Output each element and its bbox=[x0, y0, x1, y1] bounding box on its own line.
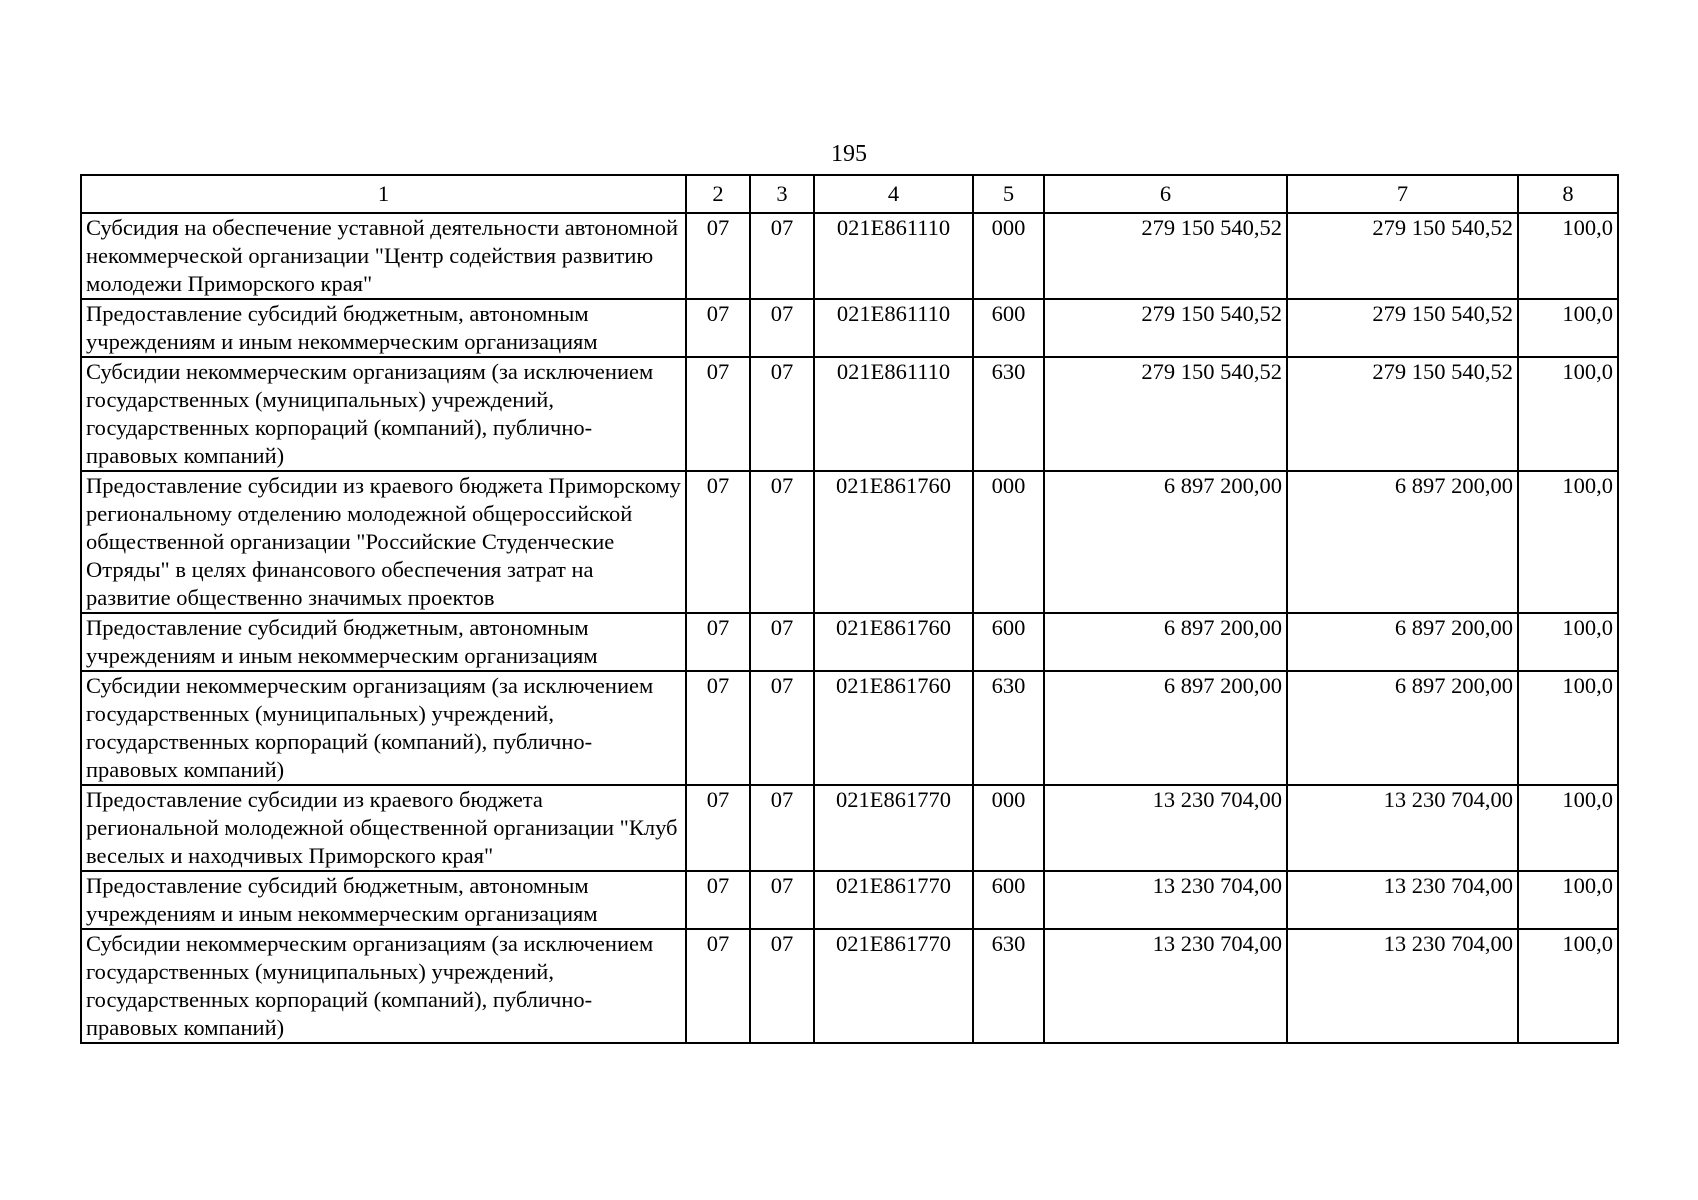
target-article-code: 021E861760 bbox=[814, 471, 973, 613]
target-article-code: 021E861760 bbox=[814, 613, 973, 671]
amount-executed: 6 897 200,00 bbox=[1287, 671, 1518, 785]
column-header: 7 bbox=[1287, 175, 1518, 213]
table-row bbox=[81, 471, 1618, 613]
subsection-code: 07 bbox=[750, 613, 814, 671]
section-code: 07 bbox=[686, 299, 750, 357]
row-name: Предоставление субсидий бюджетным, автономным учреждениям и иным некоммерческим организациям bbox=[81, 613, 686, 671]
amount-executed: 13 230 704,00 bbox=[1287, 785, 1518, 871]
amount-executed: 6 897 200,00 bbox=[1287, 471, 1518, 613]
column-header: 2 bbox=[686, 175, 750, 213]
amount-planned: 6 897 200,00 bbox=[1044, 671, 1287, 785]
column-header: 8 bbox=[1518, 175, 1618, 213]
amount-planned: 13 230 704,00 bbox=[1044, 871, 1287, 929]
target-article-code: 021E861770 bbox=[814, 929, 973, 1043]
expense-type-code: 000 bbox=[973, 471, 1044, 613]
execution-percent: 100,0 bbox=[1518, 785, 1618, 871]
subsection-code: 07 bbox=[750, 785, 814, 871]
column-header: 4 bbox=[814, 175, 973, 213]
amount-executed: 6 897 200,00 bbox=[1287, 613, 1518, 671]
execution-percent: 100,0 bbox=[1518, 357, 1618, 471]
target-article-code: 021E861110 bbox=[814, 299, 973, 357]
target-article-code: 021E861770 bbox=[814, 871, 973, 929]
table-row bbox=[81, 871, 1618, 929]
section-code: 07 bbox=[686, 613, 750, 671]
table-row bbox=[81, 785, 1618, 871]
expense-type-code: 000 bbox=[973, 213, 1044, 299]
table-row bbox=[81, 613, 1618, 671]
execution-percent: 100,0 bbox=[1518, 613, 1618, 671]
amount-planned: 13 230 704,00 bbox=[1044, 929, 1287, 1043]
section-code: 07 bbox=[686, 213, 750, 299]
amount-executed: 279 150 540,52 bbox=[1287, 357, 1518, 471]
execution-percent: 100,0 bbox=[1518, 871, 1618, 929]
amount-planned: 279 150 540,52 bbox=[1044, 213, 1287, 299]
execution-percent: 100,0 bbox=[1518, 671, 1618, 785]
amount-executed: 279 150 540,52 bbox=[1287, 299, 1518, 357]
amount-planned: 279 150 540,52 bbox=[1044, 299, 1287, 357]
table-row bbox=[81, 357, 1618, 471]
target-article-code: 021E861110 bbox=[814, 357, 973, 471]
amount-planned: 6 897 200,00 bbox=[1044, 613, 1287, 671]
row-name: Предоставление субсидии из краевого бюджета Приморскому региональному отделению молодежной общероссийской общественной организации "Российские Студенческие Отряды" в целях финансового обеспечения затрат на развитие общественно значимых проектов bbox=[81, 471, 686, 613]
execution-percent: 100,0 bbox=[1518, 929, 1618, 1043]
column-header: 5 bbox=[973, 175, 1044, 213]
section-code: 07 bbox=[686, 785, 750, 871]
amount-executed: 279 150 540,52 bbox=[1287, 213, 1518, 299]
subsection-code: 07 bbox=[750, 471, 814, 613]
subsection-code: 07 bbox=[750, 357, 814, 471]
subsection-code: 07 bbox=[750, 929, 814, 1043]
column-header: 3 bbox=[750, 175, 814, 213]
header-row bbox=[81, 175, 1618, 213]
section-code: 07 bbox=[686, 671, 750, 785]
column-header: 1 bbox=[81, 175, 686, 213]
row-name: Предоставление субсидий бюджетным, автономным учреждениям и иным некоммерческим организациям bbox=[81, 871, 686, 929]
subsection-code: 07 bbox=[750, 213, 814, 299]
row-name: Предоставление субсидий бюджетным, автономным учреждениям и иным некоммерческим организациям bbox=[81, 299, 686, 357]
execution-percent: 100,0 bbox=[1518, 213, 1618, 299]
row-name: Предоставление субсидии из краевого бюджета региональной молодежной общественной организации "Клуб веселых и находчивых Приморского края" bbox=[81, 785, 686, 871]
amount-executed: 13 230 704,00 bbox=[1287, 871, 1518, 929]
expense-type-code: 000 bbox=[973, 785, 1044, 871]
amount-executed: 13 230 704,00 bbox=[1287, 929, 1518, 1043]
expense-type-code: 630 bbox=[973, 671, 1044, 785]
amount-planned: 6 897 200,00 bbox=[1044, 471, 1287, 613]
amount-planned: 13 230 704,00 bbox=[1044, 785, 1287, 871]
row-name: Субсидии некоммерческим организациям (за исключением государственных (муниципальных) учреждений, государственных корпораций (компаний), публично-правовых компаний) bbox=[81, 357, 686, 471]
row-name: Субсидии некоммерческим организациям (за исключением государственных (муниципальных) учреждений, государственных корпораций (компаний), публично-правовых компаний) bbox=[81, 671, 686, 785]
section-code: 07 bbox=[686, 357, 750, 471]
expense-type-code: 630 bbox=[973, 357, 1044, 471]
target-article-code: 021E861110 bbox=[814, 213, 973, 299]
amount-planned: 279 150 540,52 bbox=[1044, 357, 1287, 471]
section-code: 07 bbox=[686, 929, 750, 1043]
table-row bbox=[81, 929, 1618, 1043]
table-row bbox=[81, 299, 1618, 357]
target-article-code: 021E861760 bbox=[814, 671, 973, 785]
budget-table bbox=[80, 174, 1619, 1044]
table-row bbox=[81, 213, 1618, 299]
execution-percent: 100,0 bbox=[1518, 299, 1618, 357]
subsection-code: 07 bbox=[750, 671, 814, 785]
page-number: 195 bbox=[831, 141, 867, 167]
section-code: 07 bbox=[686, 871, 750, 929]
target-article-code: 021E861770 bbox=[814, 785, 973, 871]
column-header: 6 bbox=[1044, 175, 1287, 213]
section-code: 07 bbox=[686, 471, 750, 613]
table-row bbox=[81, 671, 1618, 785]
execution-percent: 100,0 bbox=[1518, 471, 1618, 613]
subsection-code: 07 bbox=[750, 871, 814, 929]
expense-type-code: 630 bbox=[973, 929, 1044, 1043]
subsection-code: 07 bbox=[750, 299, 814, 357]
expense-type-code: 600 bbox=[973, 613, 1044, 671]
row-name: Субсидия на обеспечение уставной деятельности автономной некоммерческой организации "Центр содействия развитию молодежи Приморского края" bbox=[81, 213, 686, 299]
expense-type-code: 600 bbox=[973, 871, 1044, 929]
row-name: Субсидии некоммерческим организациям (за исключением государственных (муниципальных) учреждений, государственных корпораций (компаний), публично-правовых компаний) bbox=[81, 929, 686, 1043]
expense-type-code: 600 bbox=[973, 299, 1044, 357]
